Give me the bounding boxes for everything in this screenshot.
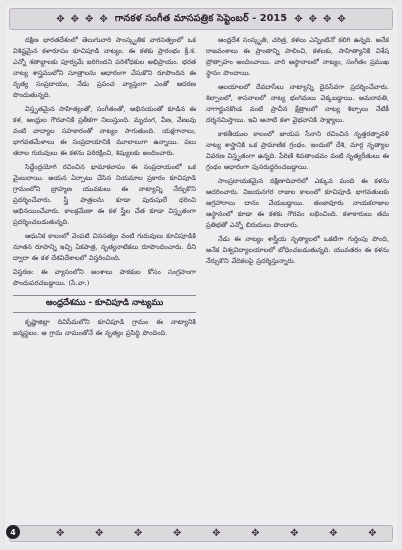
paragraph: విస్తరణ: ఈ వ్యాసంలోని అంశాలు పాఠకుల కోసం సంగ్రహంగా పొందుపరచబడ్డాయి. (సే.వా.) bbox=[13, 268, 196, 287]
dancer-icon: ✥ bbox=[94, 528, 104, 539]
header-banner bbox=[9, 8, 393, 30]
dancer-icon: ✥ bbox=[337, 13, 346, 25]
dancer-icon: ✥ bbox=[322, 13, 332, 25]
footer-banner bbox=[9, 525, 393, 542]
paragraph: సిద్ధేంద్రయోగి రచించిన భామాకలాపం ఈ సంప్రదాయంలో ఒక మైలురాయి. ఆయన ఏర్పాటు చేసిన నియమాల ప్రకారం కూచిపూడి గ్రామంలోని బ్రాహ్మణ యువకులు ఈ నాట్యాన్ని నేర్చుకొని ప్రదర్శించేవారు. స్త్రీ పాత్రలను కూడా పురుషులే ధరించి అభినయించేవారు. కాలక్రమేణా ఈ కళ స్త్రీల చేత కూడా విస్తృతంగా ప్రదర్శించబడుతున్నది. bbox=[13, 163, 196, 226]
paragraph: నేడు ఈ నాట్యం శాస్త్రీయ నృత్యాలలో ఒకటిగా గుర్తింపు పొంది, అనేక విశ్వవిద్యాలయాలలో బోధించబడుతున్నది. యువతరం ఈ కళను నేర్చుకొని వేదికలపై ప్రదర్శిస్తున్నారు. bbox=[206, 235, 389, 265]
paragraph: కాకతీయుల కాలంలో జాయప సేనాని రచించిన నృత్తరత్నావళి నాట్య శాస్త్రానికి ఒక ప్రామాణిక గ్రంథం. ఇందులో దేశి, మార్గ నృత్యాల వివరణ విస్తృతంగా ఉన్నది. పేరిణి శివతాండవం వంటి నృత్యరీతులు ఈ గ్రంథం ఆధారంగా పునరుద్ధరించబడ్డాయి. bbox=[206, 130, 389, 171]
paragraph: ఆంధ్రదేశ సంస్కృతి, చరిత్ర, కళలు ఎన్నింటినో కలిగి ఉన్నది. అనేక రాజవంశాలు ఈ ప్రాంతాన్ని పాలించి, కళలకు, సాహిత్యానికి విశేష ప్రోత్సాహం అందించాయి. వారి ఆస్థానాలలో నాట్యం, సంగీతం ప్రముఖ స్థానం పొందాయి. bbox=[206, 36, 389, 77]
dancer-icon: ✥ bbox=[294, 13, 303, 25]
paragraph: ఆధునిక కాలంలో వెంపటి చినసత్యం వంటి గురువులు కూచిపూడికి నూతన రూపాన్ని ఇచ్చి ఏకపాత్ర, నృత్యనాటికలు రూపొందించారు. దీని ద్వారా ఈ కళ దేశవిదేశాలలో విస్తరించింది. bbox=[13, 232, 196, 262]
right-column bbox=[206, 35, 389, 520]
article-columns bbox=[13, 35, 389, 520]
dancer-icon: ✥ bbox=[308, 13, 317, 25]
dancer-icon: ✥ bbox=[56, 13, 65, 25]
paragraph: కృష్ణాజిల్లా దివిసీమలోని కూచిపూడి గ్రామం ఈ నాట్యానికి జన్మస్థలం. ఆ గ్రామ నామంతోనే ఈ నృత్యం ప్రసిద్ధి పొందింది. bbox=[13, 318, 196, 337]
dancer-icon: ✥ bbox=[173, 528, 182, 539]
page-header-title: గానకళ సంగీత మాసపత్రిక సెప్టెంబర్ - 2015 bbox=[114, 12, 288, 24]
dancer-icon: ✥ bbox=[70, 13, 80, 25]
page-number: 4 bbox=[6, 525, 20, 539]
dancer-icon: ✥ bbox=[368, 528, 377, 539]
magazine-page bbox=[5, 5, 397, 545]
dancer-icon: ✥ bbox=[290, 528, 299, 539]
dancer-icon: ✥ bbox=[134, 528, 143, 539]
left-column bbox=[13, 35, 196, 520]
dancer-icon: ✥ bbox=[251, 528, 260, 539]
section-heading: ఆంధ్రదేశము - కూచిపూడి నాట్యము bbox=[13, 295, 196, 313]
dancer-icon: ✥ bbox=[85, 13, 94, 25]
dancer-icon: ✥ bbox=[55, 528, 65, 539]
dancer-icon: ✥ bbox=[99, 13, 108, 25]
paragraph: సాంప్రదాయకమైన దక్షిణాదివారిలో ఎక్కువ మంది ఈ కళను ఆదరించారు. విజయనగర రాజుల కాలంలో కూచిపూడి భాగవతులకు అగ్రహారాలు దానం చేయబడ్డాయి. తంజావూరు నాయకరాజుల ఆస్థానంలో కూడా ఈ కళకు గౌరవం లభించింది. కళాకారులు తమ ప్రతిభతో ఎన్నో బిరుదులు పొందారు. bbox=[206, 177, 389, 229]
dancer-icon: ✥ bbox=[212, 528, 221, 539]
paragraph: దక్షిణ భారతదేశంలో తెలుగువారి సాంస్కృతిక వారసత్వంలో ఒక విశిష్టమైన కళారూపం కూచిపూడి నాట్యం. ఈ కళకు ప్రారంభం క్రీ.శ. ఎన్నో శతాబ్దాలకు పూర్వమే జరిగిందని పరిశోధకుల అభిప్రాయం. భరత నాట్య శాస్త్రములోని సూత్రాలను ఆధారంగా చేసుకొని రూపొందిన ఈ నృత్య సంప్రదాయం, నేడు ప్రపంచ వ్యాప్తంగా ఎంతో ఆదరణ పొందుతున్నది. bbox=[13, 36, 196, 99]
dancer-icon: ✥ bbox=[329, 528, 338, 539]
paragraph: ఆలయాలలో దేవదాసీలు నాట్యాన్ని దైవసేవగా ప్రదర్శించేవారు. శిల్పాలలో, శాసనాలలో నాట్య భంగిమలు చెక్కబడ్డాయి. అమరావతి, నాగార్జునకొండ వంటి ప్రాచీన క్షేత్రాలలో నాట్య శిల్పాలు నేటికీ దర్శనమిస్తాయి. ఇవి ఆనాటి కళా వైభవానికి సాక్ష్యాలు. bbox=[206, 83, 389, 124]
paragraph: విస్తృతమైన సాహిత్యంతో, సంగీతంతో, అభినయంతో కూడిన ఈ కళ, ఆంధ్రుల గౌరవానికి ప్రతీకగా నిలుస్తుంది. మృదంగ, వీణ, వేణువు వంటి వాద్యాల సహకారంతో నాట్యం సాగుతుంది. యక్షగానాలు, భాగవతమేళాలు ఈ సంప్రదాయానికి మూలాలుగా ఉన్నాయి. పలు తరాల గురువులు ఈ కళను పరిరక్షించి, శిష్యులకు అందించారు. bbox=[13, 105, 196, 157]
